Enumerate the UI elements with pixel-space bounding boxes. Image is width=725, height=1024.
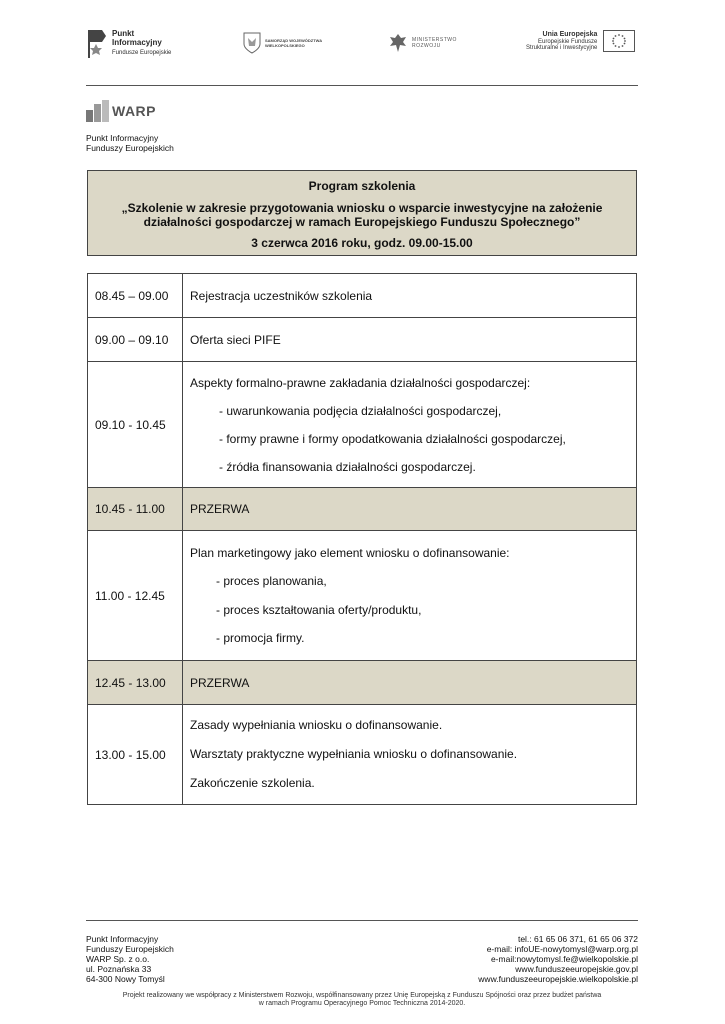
- row-line: - proces kształtowania oferty/produktu,: [216, 602, 422, 617]
- wlkp-line1: SAMORZĄD WOJEWÓDZTWA: [265, 38, 323, 43]
- warp-caption-line2: Funduszy Europejskich: [86, 143, 174, 153]
- row-line: Zakończenie szkolenia.: [190, 776, 315, 790]
- row-line: Plan marketingowy jako element wniosku o dofinansowanie:: [190, 545, 510, 560]
- row-time: 09.00 – 09.10: [88, 318, 183, 362]
- table-row: [88, 531, 637, 661]
- row-line: PRZERWA: [190, 502, 250, 516]
- row-time: 11.00 - 12.45: [88, 531, 183, 661]
- row-content: [183, 531, 637, 661]
- punkt-line3: Fundusze Europejskie: [112, 49, 172, 56]
- row-line: - uwarunkowania podjęcia działalności gospodarczej,: [219, 403, 502, 418]
- row-content: [183, 705, 637, 805]
- warp-logo: [86, 100, 156, 122]
- program-title: [88, 201, 636, 229]
- footer-website-link[interactable]: www.funduszeeuropejskie.gov.pl: [515, 964, 638, 974]
- program-heading: Program szkolenia: [308, 179, 416, 193]
- row-line: - promocja firmy.: [216, 631, 305, 645]
- footer-left-line: WARP Sp. z o.o.: [86, 954, 150, 964]
- row-content: [183, 661, 637, 705]
- footer-note-line1: Projekt realizowany we współpracy z Ministerstwem Rozwoju, współfinansowany przez Unię Europejską z Funduszu Spójności oraz przez budżet państwa: [122, 992, 602, 999]
- footer-funding-note: [86, 992, 638, 1008]
- eagle-icon: [388, 32, 408, 54]
- row-line: Zasady wypełniania wniosku o dofinansowanie.: [190, 718, 443, 732]
- row-line: Rejestracja uczestników szkolenia: [190, 288, 373, 303]
- program-title-box: [87, 170, 637, 256]
- row-time: 09.10 - 10.45: [88, 362, 183, 488]
- ministerstwo-logo: [388, 32, 457, 54]
- footer-contact: [478, 934, 638, 984]
- table-row: [88, 318, 637, 362]
- row-line: Aspekty formalno-prawne zakładania działalności gospodarczej:: [190, 375, 531, 390]
- ue-line3: Strukturalne i Inwestycyjne: [526, 44, 598, 51]
- row-content: [183, 362, 637, 488]
- table-row-break: [88, 661, 637, 705]
- punkt-flag-icon: [86, 28, 108, 58]
- warp-caption: [86, 133, 174, 153]
- warp-squares-icon: [86, 100, 110, 122]
- coat-of-arms-icon: [243, 32, 261, 54]
- footer-website-link[interactable]: www.funduszeeuropejskie.wielkopolskie.pl: [478, 974, 638, 984]
- row-time: 08.45 – 09.00: [88, 274, 183, 318]
- footer-divider: [86, 920, 638, 921]
- punkt-informacyjny-logo: [86, 28, 171, 58]
- table-row: [88, 274, 637, 318]
- punkt-line1: Punkt: [112, 28, 135, 38]
- header-logos: [86, 26, 638, 66]
- row-content: [183, 488, 637, 531]
- row-time: 10.45 - 11.00: [88, 488, 183, 531]
- wlkp-line2: WIELKOPOLSKIEGO: [265, 43, 305, 48]
- row-line: - proces planowania,: [216, 574, 327, 588]
- warp-caption-line1: Punkt Informacyjny: [86, 133, 159, 143]
- footer-left-line: Punkt Informacyjny: [86, 934, 159, 944]
- row-line: - źródła finansowania działalności gospodarczej.: [219, 459, 476, 474]
- eu-flag-icon: [603, 30, 635, 52]
- row-time: 13.00 - 15.00: [88, 705, 183, 805]
- eu-logo: [526, 30, 635, 52]
- footer-email-link[interactable]: e-mail: infoUE-nowytomysl@warp.org.pl: [486, 944, 638, 954]
- ue-line1: Unia Europejska: [542, 30, 598, 38]
- row-line: PRZERWA: [190, 675, 250, 690]
- table-row-break: [88, 488, 637, 531]
- row-line: Warsztaty praktyczne wypełniania wniosku o dofinansowanie.: [190, 747, 518, 761]
- punkt-line2: Informacyjny: [112, 37, 162, 47]
- table-row: [88, 705, 637, 805]
- footer-left-line: 64-300 Nowy Tomyśl: [86, 974, 165, 984]
- wielkopolska-logo: [243, 32, 322, 54]
- ue-line2: Europejskie Fundusze: [538, 38, 598, 45]
- program-title-line1: „Szkolenie w zakresie przygotowania wniosku o wsparcie inwestycyjne na założenie: [121, 201, 603, 215]
- mr-line2: ROZWOJU: [412, 43, 441, 49]
- footer-address: [86, 934, 174, 984]
- row-line: - formy prawne i formy opodatkowania działalności gospodarczej,: [219, 431, 566, 446]
- footer-email-link[interactable]: e-mail:nowytomysl.fe@wielkopolskie.pl: [490, 954, 638, 964]
- footer-phone: tel.: 61 65 06 371, 61 65 06 372: [517, 934, 638, 944]
- row-content: [183, 318, 637, 362]
- mr-line1: MINISTERSTWO: [412, 37, 457, 43]
- footer-note-line2: w ramach Programu Operacyjnego Pomoc Techniczna 2014-2020.: [258, 1000, 466, 1007]
- footer-left-line: Funduszy Europejskich: [86, 944, 174, 954]
- warp-name: WARP: [112, 103, 156, 119]
- row-content: [183, 274, 637, 318]
- footer-left-line: ul. Poznańska 33: [86, 964, 152, 974]
- program-date: 3 czerwca 2016 roku, godz. 09.00-15.00: [251, 236, 473, 250]
- schedule-table: [87, 273, 637, 805]
- header-divider: [86, 85, 638, 86]
- table-row: [88, 362, 637, 488]
- row-time: 12.45 - 13.00: [88, 661, 183, 705]
- program-title-line2: działalności gospodarczej w ramach Europejskiego Funduszu Społecznego”: [143, 215, 581, 229]
- row-line: Oferta sieci PIFE: [190, 332, 281, 347]
